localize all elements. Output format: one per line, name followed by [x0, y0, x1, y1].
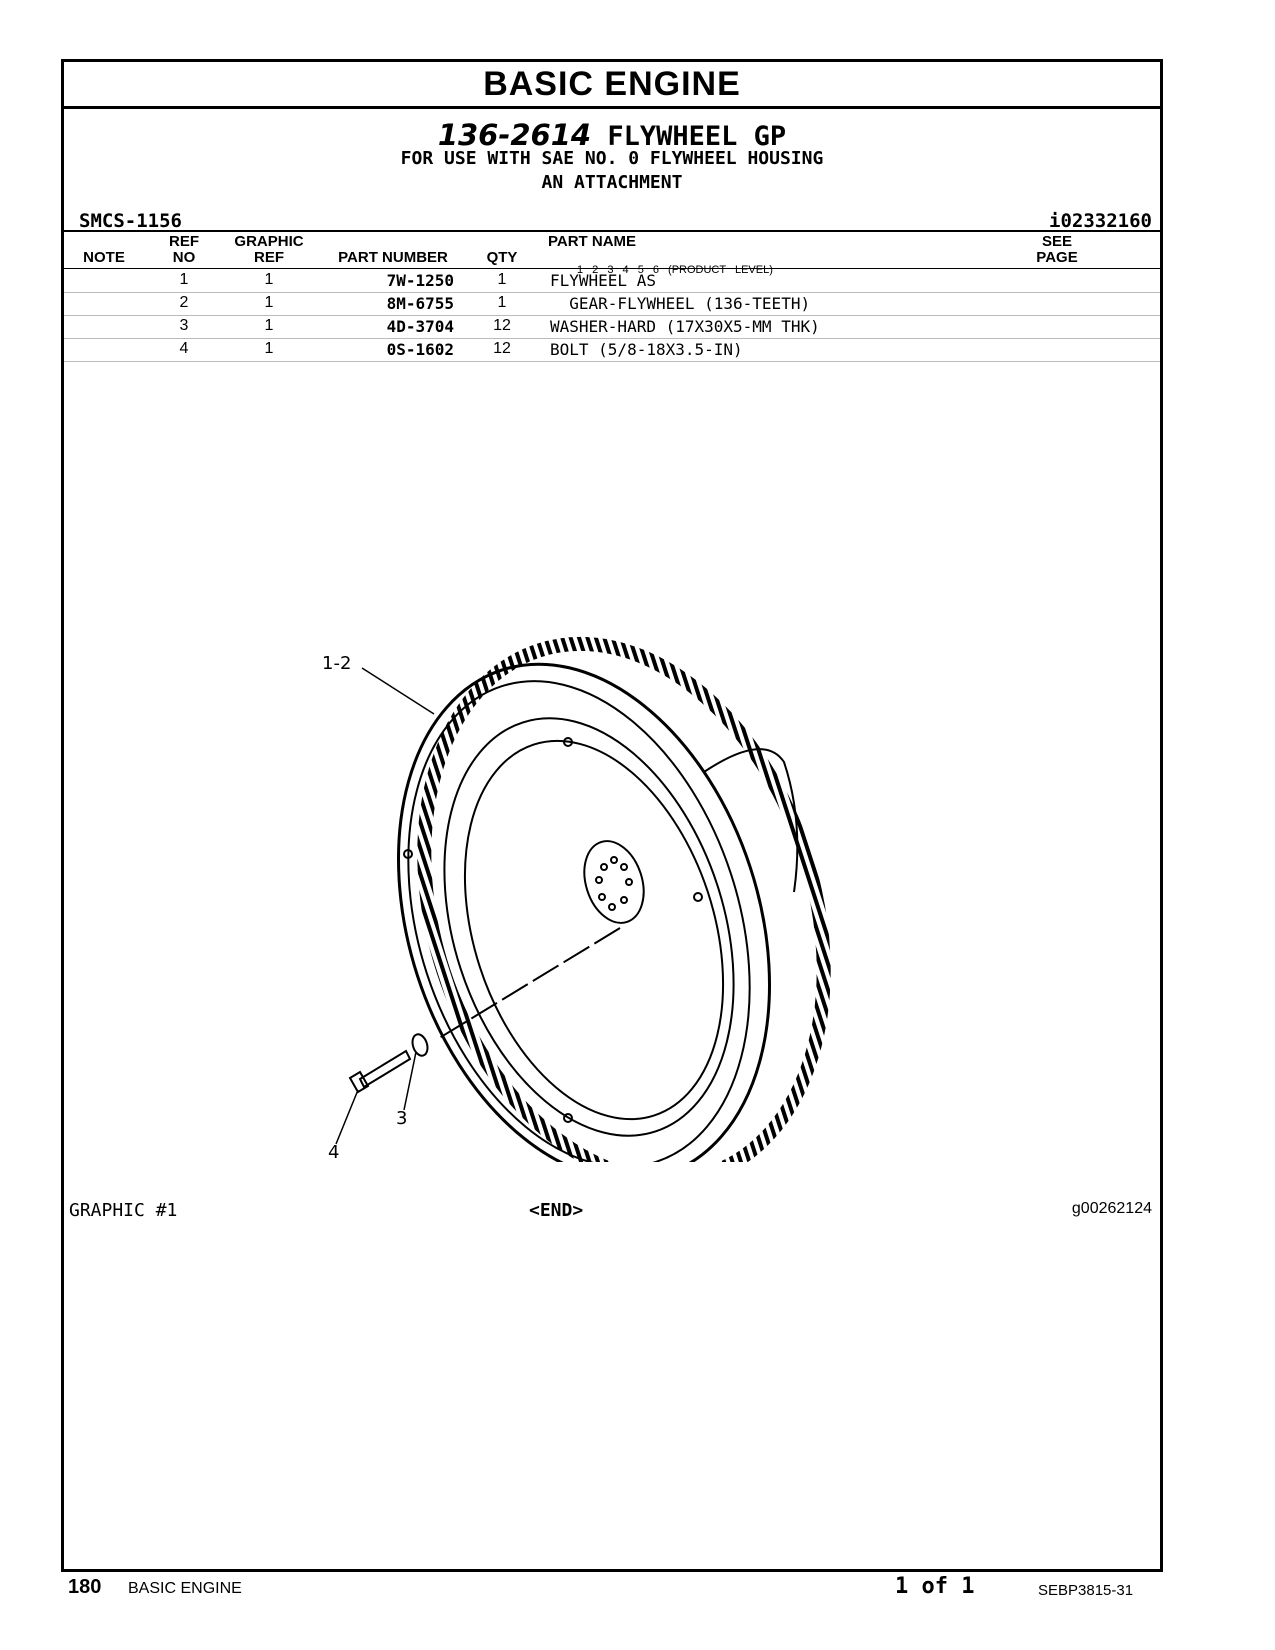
group-name: FLYWHEEL GP	[607, 121, 787, 152]
part-number-link[interactable]: 7W-1250	[386, 271, 454, 290]
flywheel-face-outer	[394, 681, 784, 1162]
graphic-ref: 1	[264, 294, 274, 311]
part-name: WASHER-HARD (17X30X5-MM THK)	[550, 317, 820, 336]
header-note: NOTE	[83, 249, 125, 266]
part-number-link[interactable]: 8M-6755	[386, 294, 454, 313]
smcs-code: SMCS-1156	[79, 210, 182, 232]
header-part-number: PART NUMBER	[338, 249, 448, 266]
graphic-id: g00262124	[1071, 1200, 1152, 1217]
ref-no: 4	[179, 340, 189, 357]
callout-4[interactable]: 4	[328, 1142, 340, 1162]
section-title: BASIC ENGINE	[64, 62, 1160, 109]
group-part-number[interactable]: 136-2614	[437, 118, 592, 152]
footer-section: BASIC ENGINE	[128, 1580, 242, 1597]
group-subtitle-1: FOR USE WITH SAE NO. 0 FLYWHEEL HOUSING	[400, 148, 824, 169]
callout-1-2[interactable]: 1-2	[322, 653, 352, 674]
graphic-label: GRAPHIC #1	[69, 1200, 178, 1221]
header-product-level: 1 2 3 4 5 6 (PRODUCT LEVEL)	[577, 264, 773, 276]
header-ref-no: REF NO	[169, 233, 199, 266]
washer	[410, 1032, 430, 1057]
footer-doc-id: SEBP3815-31	[1038, 1582, 1134, 1599]
group-subtitle-2: AN ATTACHMENT	[541, 172, 683, 193]
header-graphic-ref: GRAPHIC REF	[234, 233, 304, 266]
ring-gear-teeth	[358, 592, 889, 1162]
qty: 12	[493, 317, 511, 334]
graphic-ref: 1	[264, 317, 274, 334]
part-name: BOLT (5/8-18X3.5-IN)	[550, 340, 743, 359]
footer-page-number: 180	[68, 1576, 102, 1598]
part-number-link[interactable]: 0S-1602	[386, 340, 454, 359]
bolt	[360, 1051, 410, 1087]
ref-no: 3	[179, 317, 189, 334]
part-name: FLYWHEEL AS	[550, 271, 656, 290]
ref-no: 2	[179, 294, 189, 311]
callout-3[interactable]: 3	[396, 1108, 408, 1129]
header-part-name: PART NAME	[548, 233, 637, 250]
flywheel-illustration	[64, 62, 1160, 1162]
hub-bolt-circle	[574, 833, 653, 930]
ref-no: 1	[179, 271, 189, 288]
header-qty: QTY	[486, 249, 518, 266]
callout-leader-4	[336, 1090, 358, 1144]
footer-page-of: 1 of 1	[895, 1574, 975, 1599]
qty: 1	[497, 271, 507, 288]
graphic-ref: 1	[264, 271, 274, 288]
end-marker: <END>	[529, 1200, 584, 1221]
page-frame	[61, 59, 1163, 1572]
part-number-link[interactable]: 4D-3704	[386, 317, 454, 336]
qty: 1	[497, 294, 507, 311]
qty: 12	[493, 340, 511, 357]
graphic-ref: 1	[264, 340, 274, 357]
part-name: GEAR-FLYWHEEL (136-TEETH)	[550, 294, 811, 313]
assembly-line	[436, 928, 620, 1040]
header-see-page: SEE PAGE	[1036, 233, 1078, 266]
flywheel-rim-inner	[350, 637, 809, 1162]
info-id: i02332160	[1049, 210, 1152, 232]
callout-leader-1-2	[362, 668, 434, 714]
